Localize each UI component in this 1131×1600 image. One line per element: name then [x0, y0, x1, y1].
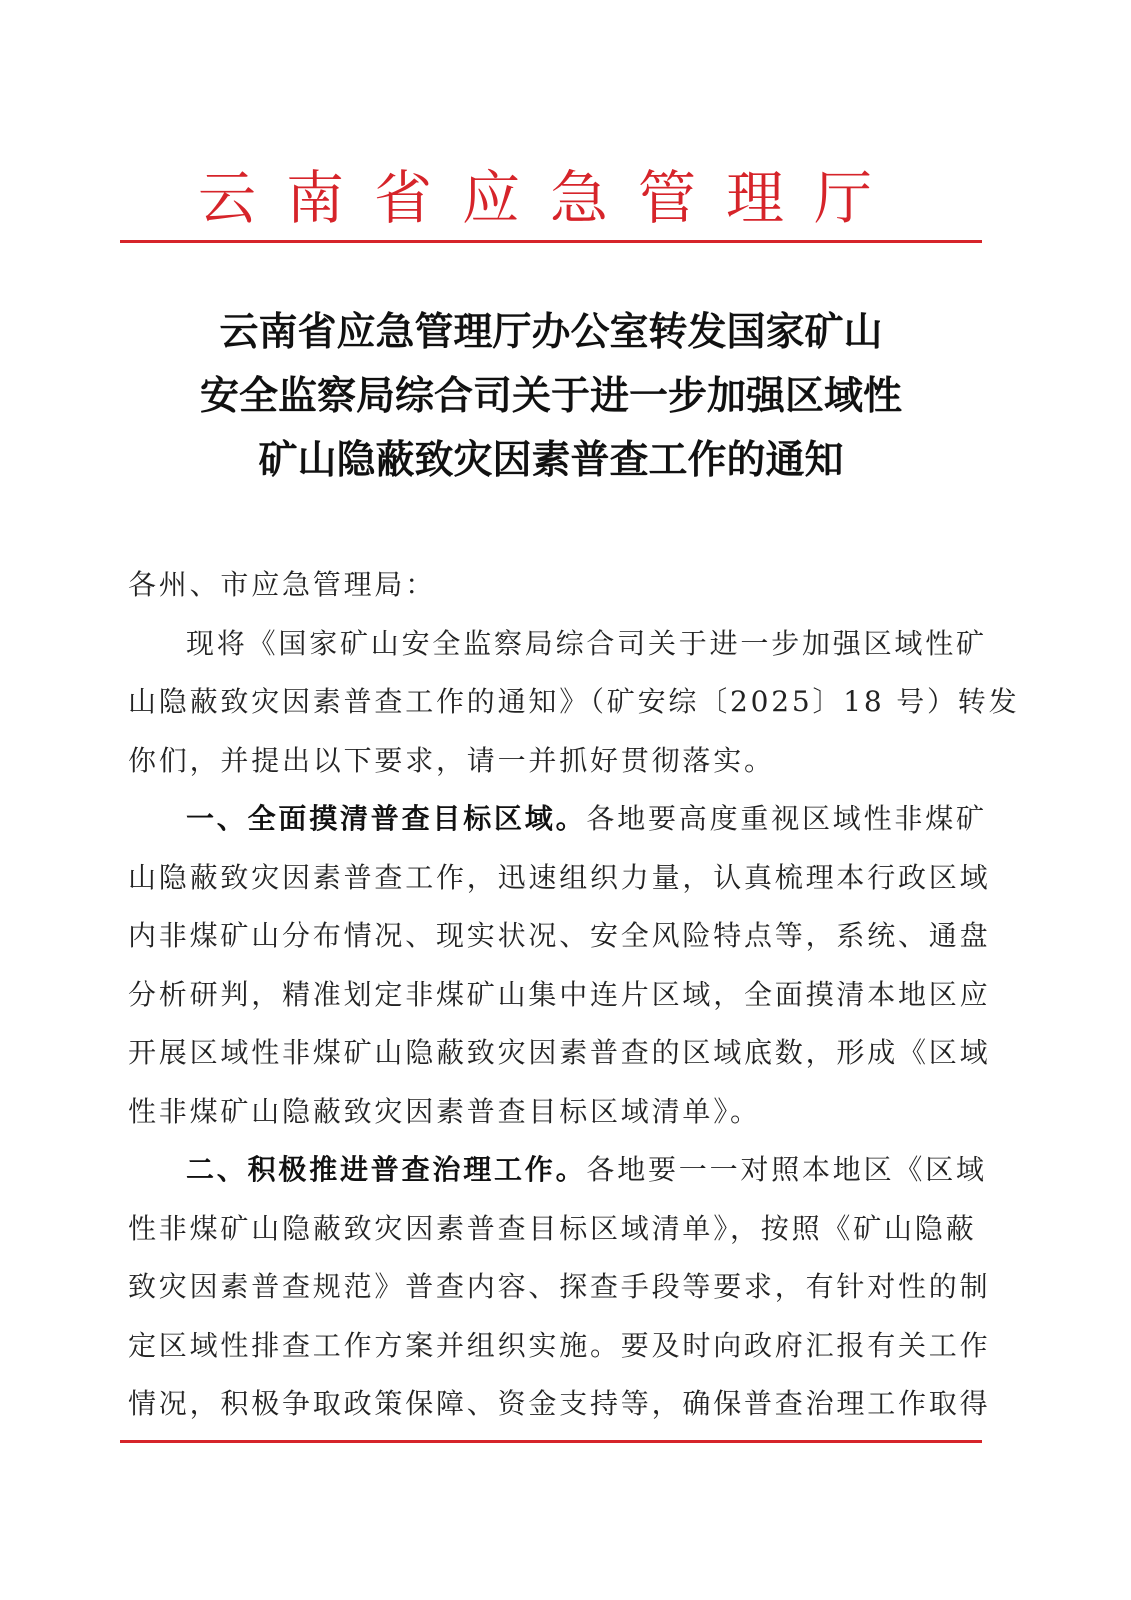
section1-line-6: 性非煤矿山隐蔽致灾因素普查目标区域清单》。	[128, 1094, 761, 1128]
title-line-1: 云南省应急管理厅办公室转发国家矿山	[219, 309, 883, 355]
intro-line-1: 现将《国家矿山安全监察局综合司关于进一步加强区域性矿	[186, 626, 987, 660]
section2-heading: 二、积极推进普查治理工作。	[186, 1153, 587, 1186]
document-body	[128, 556, 1020, 1434]
title-line-2: 安全监察局综合司关于进一步加强区域性	[199, 373, 902, 419]
section1-first-line	[128, 790, 987, 849]
intro-line-2: 山隐蔽致灾因素普查工作的通知》（矿安综〔2025〕18 号）转发	[128, 685, 1020, 718]
section1-line-3: 内非煤矿山分布情况、现实状况、安全风险特点等，系统、通盘	[128, 919, 991, 952]
section2-line-3: 致灾因素普查规范》普查内容、探查手段等要求，有针对性的制	[128, 1270, 991, 1303]
title-line-3: 矿山隐蔽致灾因素普查工作的通知	[258, 437, 844, 483]
section1-first-rest: 各地要高度重视区域性非煤矿	[586, 802, 987, 835]
section2-first-rest: 各地要一一对照本地区《区域	[586, 1153, 987, 1186]
salutation: 各州、市应急管理局：	[128, 568, 437, 601]
section2-line-5: 情况，积极争取政策保障、资金支持等，确保普查治理工作取得	[128, 1387, 991, 1420]
intro-line-3: 你们，并提出以下要求，请一并抓好贯彻落实。	[128, 743, 775, 777]
section2-first-line	[128, 1141, 987, 1200]
section2-line-2: 性非煤矿山隐蔽致灾因素普查目标区域清单》，按照《矿山隐蔽	[128, 1211, 977, 1245]
document-title	[120, 300, 982, 492]
section1-heading: 一、全面摸清普查目标区域。	[186, 802, 587, 835]
footer-red-rule	[120, 1440, 982, 1443]
header-red-rule	[120, 240, 982, 243]
section1-line-5: 开展区域性非煤矿山隐蔽致灾因素普查的区域底数，形成《区域	[128, 1036, 991, 1069]
issuing-authority-header: 云南省应急管理厅	[197, 164, 902, 232]
section1-line-2: 山隐蔽致灾因素普查工作，迅速组织力量，认真梳理本行政区域	[128, 860, 991, 894]
section2-line-4: 定区域性排查工作方案并组织实施。要及时向政府汇报有关工作	[128, 1328, 991, 1362]
section1-line-4: 分析研判，精准划定非煤矿山集中连片区域，全面摸清本地区应	[128, 977, 991, 1011]
